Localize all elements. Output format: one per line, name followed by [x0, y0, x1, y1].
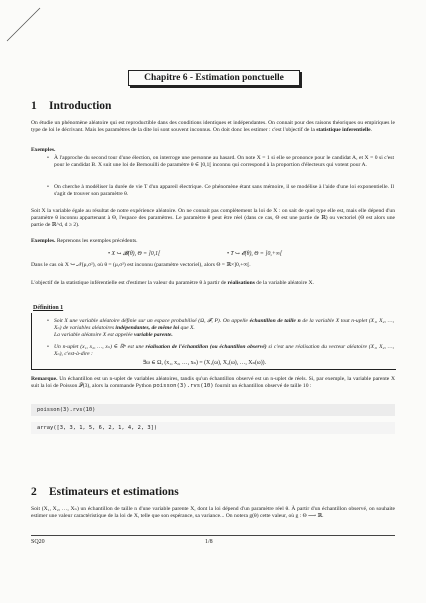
definition-text: La variable aléatoire X est appelée	[54, 332, 133, 339]
chapter-title: Chapitre 6 - Estimation ponctuelle	[128, 70, 300, 86]
definition-text: si c'est une réalisation du vecteur aléatoire (X₁, X₂, …, Xₙ), c'est-à-dire :	[54, 344, 395, 358]
objective-text: L'objectif de la statistique inférentielle est d'estimer la valeur du paramètre θ à partir de	[31, 280, 227, 286]
objective-text-end: de la variable aléatoire X.	[256, 280, 314, 286]
example-item-lifetime: • On cherche à modéliser la durée de vie T d'un appareil électrique. Ce phénomène étant sans mémoire, il se modélise à l'aide d'une loi exponentielle. Il s'agit de trouver son paramètre θ.	[47, 184, 394, 198]
definition-bold-term: indépendantes, de même loi	[115, 325, 180, 332]
examples-label: Exemples.	[31, 147, 56, 153]
definition-item-sample: • Soit X une variable aléatoire définie sur un espace probabilisé (Ω, 𝓕, P). On appelle échantillon de taille n de la variable X tout n-uplet (X₁, X₂, …, Xₙ) de variables aléatoires indépendantes, de même loi que X. La variable aléatoire X est appelée variable parente.	[47, 318, 394, 339]
normal-case-paragraph: Dans le cas où X ↪ 𝒩(μ,σ²), où θ = (μ,σ²) est inconnu (paramètre vectoriel), alors Θ = ℝ×]0,+∞[.	[31, 262, 251, 268]
footer-rule	[31, 535, 395, 536]
definition-bold-term: échantillon de taille n	[249, 318, 301, 324]
example-text: On cherche à modéliser la durée de vie T d'un appareil électrique. Ce phénomène étant sans mémoire, il se modélise à l'aide d'une loi exponentielle. Il s'agit de trouver son paramètre θ.	[54, 184, 394, 198]
footer-page-number: 1/8	[205, 539, 213, 545]
pen-stroke-mark	[4, 4, 44, 44]
definition-label: Définition 1	[33, 305, 64, 311]
definition-item-realisation: • Un n-uplet (x₁, x₂, …, xₙ) ∈ ℝⁿ est une réalisation de l'échantillon (ou échantillon observé) si c'est une réalisation du vecteur aléatoire (X₁, X₂, …, Xₙ), c'est-à-dire :	[47, 344, 395, 358]
intro-paragraph: On étudie un phénomène aléatoire qui est reproductible dans des conditions identiques et indépendantes. On connait pour des raisons théoriques ou empiriques le type de loi le décrivant. Mais les paramètres de la dite loi sont souvent inconnus. On doit donc les estimer : c'est l'objectif de la statistique inferentielle.	[31, 120, 395, 134]
section-number: 1	[31, 100, 37, 112]
section-title: Introduction	[49, 100, 112, 112]
example-text: À l'approche du second tour d'une élection, on interroge une personne au hasard. On note X = 1 si elle se prononce pour le candidat A, et X = 0 si c'est pour le candidat B. X suit une loi de Bernouilli de paramètre θ ∈ ]0,1[ inconnu qui correspond à la proportion d'électeurs qui votent pour A.	[54, 155, 394, 169]
code-cell-input: poisson(3).rvs(10)	[31, 404, 395, 416]
definition-text: de la variable X tout n-uplet (X₁, X₂, …, Xₙ) de variables aléatoires	[54, 318, 394, 332]
remark-paragraph	[31, 376, 395, 390]
intro-bold-term: statistique inferentielle	[316, 127, 371, 134]
intro-text: On étudie un phénomène aléatoire qui est reproductible dans des conditions identiques et indépendantes. On connait pour des raisons théoriques ou empiriques le type de loi le décrivant. Mais les paramètres de la dite loi sont souvent inconnus. On doit donc les estimer : c'est l'objectif de la	[31, 120, 395, 134]
example-equation-bernoulli: • X ↪ 𝓑(θ), Θ = ]0,1[	[108, 251, 161, 257]
remark-text-end: fournit un échantillon observé de taille 10 :	[215, 383, 312, 390]
section-title: Estimateurs et estimations	[49, 486, 179, 498]
section-number: 2	[31, 486, 37, 498]
section-heading-estimators	[31, 486, 179, 498]
definition-formula: ∃ω ∈ Ω, (x₁, x₂, …, xₙ) = (X₁(ω), X₂(ω), …, Xₙ(ω)).	[143, 360, 267, 366]
definition-bold-term: variable parente.	[133, 332, 173, 339]
examples2-paragraph	[31, 238, 395, 245]
definition-bold-term: réalisation de l'échantillon (ou échantillon observé)	[145, 344, 267, 350]
definition-text: Soit X une variable aléatoire définie sur un espace probabilisé (Ω, 𝓕, P). On appelle	[54, 318, 248, 324]
examples2-text: Reprenons les exemples précédents.	[56, 238, 138, 244]
section-heading-introduction	[31, 100, 111, 112]
examples2-label: Exemples.	[31, 238, 56, 244]
parameter-paragraph: Soit X la variable égale au résultat de notre expérience aléatoire. On ne connait pas complètement la loi de X : on sait de quel type elle est, mais elle dépend d'un paramètre θ inconnu appartenant à Θ, l'espace des paramètres. Le paramètre θ peut être réel (dans ce cas, Θ est une partie de ℝ) ou vectoriel (Θ est alors une partie de ℝ^d, d ≥ 2).	[31, 208, 395, 229]
code-cell-output: array([3, 3, 1, 5, 6, 2, 1, 4, 2, 3])	[31, 422, 395, 434]
example-item-election: • À l'approche du second tour d'une élection, on interroge une personne au hasard. On note X = 1 si elle se prononce pour le candidat A, et X = 0 si c'est pour le candidat B. X suit une loi de Bernouilli de paramètre θ ∈ ]0,1[ inconnu qui correspond à la proportion d'électeurs qui votent pour A.	[47, 155, 394, 169]
definition-text: que X.	[180, 325, 195, 332]
objective-paragraph	[31, 280, 395, 287]
remark-label: Remarque.	[31, 376, 58, 382]
footer-course-code: SQ20	[31, 539, 45, 545]
remark-inline-code: poisson(3).rvs(10)	[152, 383, 214, 390]
example-equation-exponential: • T ↪ 𝓔(θ), Θ = ]0,+∞[	[227, 251, 283, 257]
estimators-paragraph: Soit (X₁, X₂, …, Xₙ) un échantillon de taille n d'une variable parente X, dont la loi dépend d'un paramètre réel θ. À partir d'un échantillon observé, on souhaite estimer une valeur caractéristique de la loi de X, telle que son espérance, sa variance... On notera g(θ) cette valeur, où g : Θ ⟶ ℝ.	[31, 506, 395, 520]
objective-bold-term: réalisations	[227, 280, 255, 286]
remark-text: Un échantillon est un n-uplet de variables aléatoires, tandis qu'un échantillon observé est un n-uplet de réels. Si, par exemple, la variable parente X suit la loi de Poisson 𝒫(3), alors la commande Python	[31, 376, 395, 390]
definition-text: Un n-uplet (x₁, x₂, …, xₙ) ∈ ℝⁿ est une	[54, 344, 144, 350]
